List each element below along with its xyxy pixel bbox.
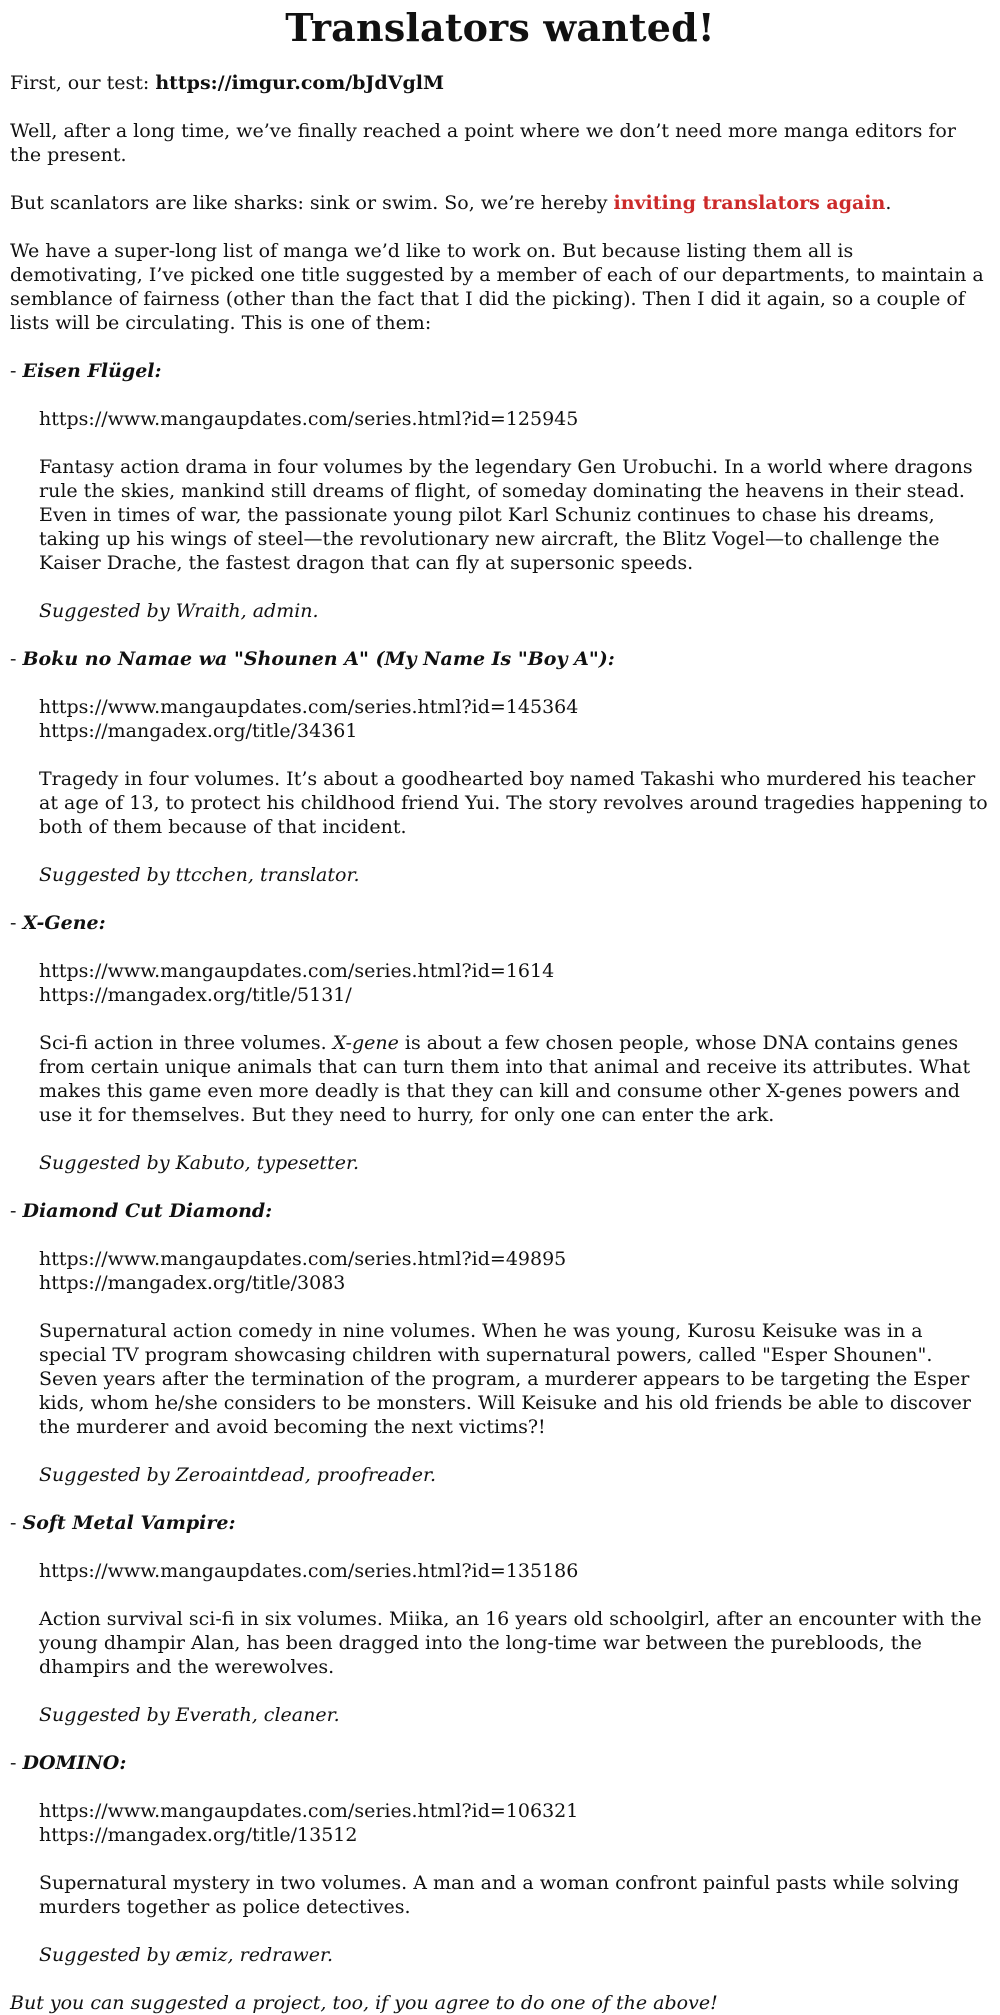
series-description-prefix: Sci-fi action in three volumes.: [39, 1032, 333, 1054]
series-link[interactable]: https://www.mangaupdates.com/series.html?id=145364: [39, 696, 579, 718]
series-title: - Soft Metal Vampire:: [10, 1512, 236, 1534]
series-description: Supernatural action comedy in nine volumes. When he was young, Kurosu Keisuke was in a special TV program showcasing children with supernatural powers, called "Esper Shounen". Seven years after the termination of the program, a murderer appears to be targeting the Esper kids, whom he/she considers to be monsters. Will Keisuke and his old friends be able to discover the murderer and avoid becoming the next victims?!: [39, 1320, 971, 1438]
series-link[interactable]: https://mangadex.org/title/13512: [39, 1824, 358, 1846]
series-links: [39, 1799, 990, 1847]
series-name: Soft Metal Vampire:: [22, 1512, 236, 1534]
series-link[interactable]: https://www.mangaupdates.com/series.html?id=49895: [39, 1248, 567, 1270]
series-name: DOMINO:: [22, 1752, 127, 1774]
series-suggested-by: Suggested by Wraith, admin.: [39, 600, 319, 622]
series-link[interactable]: https://mangadex.org/title/34361: [39, 720, 358, 742]
series-link[interactable]: https://www.mangaupdates.com/series.html?id=125945: [39, 408, 579, 430]
page-title: Translators wanted!: [285, 5, 715, 50]
intro-sharks-suffix: .: [885, 192, 892, 214]
series-suggested-by: Suggested by Kabuto, typesetter.: [39, 1152, 359, 1174]
series-link[interactable]: https://www.mangaupdates.com/series.html?id=1614: [39, 960, 555, 982]
series-links: [39, 407, 990, 431]
series-entry: [10, 647, 990, 887]
series-suggested-by: Suggested by Zeroaintdead, proofreader.: [39, 1464, 437, 1486]
series-description: Supernatural mystery in two volumes. A man and a woman confront painful pasts while solving murders together as police detectives.: [39, 1872, 960, 1918]
intro-editors-paragraph: Well, after a long time, we’ve finally reached a point where we don’t need more manga editors for the present.: [10, 120, 956, 166]
series-description: Tragedy in four volumes. It’s about a goodhearted boy named Takashi who murdered his teacher at age of 13, to protect his childhood friend Yui. The story revolves around tragedies happening to both of them because of that incident.: [39, 768, 988, 838]
intro-sharks-prefix: But scanlators are like sharks: sink or swim. So, we’re hereby: [10, 192, 614, 214]
series-title: - Boku no Namae wa "Shounen A" (My Name Is "Boy A"):: [10, 648, 615, 670]
intro-test-line: [10, 71, 990, 95]
series-title: - Eisen Flügel:: [10, 360, 162, 382]
series-links: [39, 1559, 990, 1583]
series-entry: [10, 911, 990, 1175]
series-link[interactable]: https://mangadex.org/title/3083: [39, 1272, 346, 1294]
series-description: Fantasy action drama in four volumes by the legendary Gen Urobuchi. In a world where dragons rule the skies, mankind still dreams of flight, of someday dominating the heavens in their stead. Even in times of war, the passionate young pilot Karl Schuniz continues to chase his dreams, taking up his wings of steel—the revolutionary new aircraft, the Blitz Vogel—to challenge the Kaiser Drache, the fastest dragon that can fly at supersonic speeds.: [39, 456, 973, 574]
series-title: - DOMINO:: [10, 1752, 127, 1774]
series-links: [39, 695, 990, 743]
intro-sharks-paragraph: [10, 191, 990, 215]
series-description-rest: is about a few chosen people, whose DNA contains genes from certain unique animals that can turn them into that animal and receive its attributes. What makes this game even more deadly is that they can kill and consume other X-genes powers and use it for themselves. But they need to hurry, for only one can enter the ark.: [39, 1032, 971, 1126]
intro-list-paragraph: We have a super-long list of manga we’d like to work on. But because listing them all is demotivating, I’ve picked one title suggested by a member of each of our departments, to maintain a semblance of fairness (other than the fact that I did the picking). Then I did it again, so a couple of lists will be circulating. This is one of them:: [10, 240, 984, 334]
series-title: - X-Gene:: [10, 912, 106, 934]
series-description: Action survival sci-fi in six volumes. Miika, an 16 years old schoolgirl, after an encounter with the young dhampir Alan, has been dragged into the long-time war between the purebloods, the dhampirs and the werewolves.: [39, 1608, 982, 1678]
series-links: [39, 959, 990, 1007]
series-name: Boku no Namae wa "Shounen A" (My Name Is "Boy A"):: [22, 648, 615, 670]
series-suggested-by: Suggested by æmiz, redrawer.: [39, 1944, 334, 1966]
series-name: X-Gene:: [22, 912, 106, 934]
series-link[interactable]: https://mangadex.org/title/5131/: [39, 984, 352, 1006]
inviting-translators-highlight: inviting translators again: [613, 192, 886, 214]
series-entry: [10, 1511, 990, 1727]
series-name: Eisen Flügel:: [22, 360, 162, 382]
test-link[interactable]: https://imgur.com/bJdVglM: [155, 72, 444, 94]
series-description: [39, 1031, 990, 1127]
series-description-emphasis: X-gene: [332, 1032, 399, 1054]
intro-test-prefix: First, our test:: [10, 72, 156, 94]
series-link[interactable]: https://www.mangaupdates.com/series.html?id=106321: [39, 1800, 579, 1822]
closing-note: But you can suggested a project, too, if you agree to do one of the above!: [10, 1992, 718, 2014]
series-links: [39, 1247, 990, 1295]
series-link[interactable]: https://www.mangaupdates.com/series.html?id=135186: [39, 1560, 579, 1582]
series-entry: [10, 1199, 990, 1487]
series-name: Diamond Cut Diamond:: [22, 1200, 273, 1222]
series-title: - Diamond Cut Diamond:: [10, 1200, 273, 1222]
series-suggested-by: Suggested by Everath, cleaner.: [39, 1704, 340, 1726]
series-entry: [10, 1751, 990, 1967]
series-entry: [10, 359, 990, 623]
series-suggested-by: Suggested by ttcchen, translator.: [39, 864, 360, 886]
